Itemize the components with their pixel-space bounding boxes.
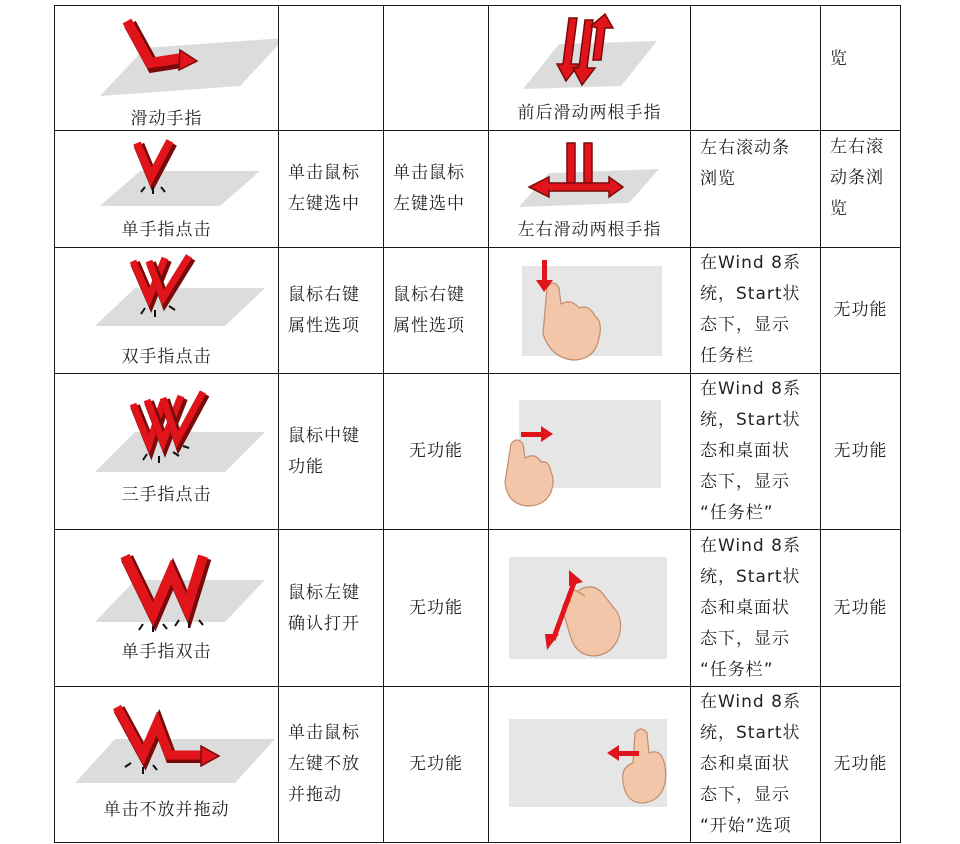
table-cell: 无功能 [384,374,489,530]
gesture-label: 三手指点击 [121,485,212,505]
table-cell: 无功能 [821,374,901,530]
gesture-cell [55,6,279,131]
table-cell: 在Wind 8系 统，Start状 态下，显示 任务栏 [691,248,821,374]
gesture-table [54,5,901,843]
swipe-in-from-right-icon [489,687,691,842]
table-row [55,248,901,374]
table-cell: 鼠标右键 属性选项 [384,248,489,374]
gesture-label: 前后滑动两根手指 [517,103,662,123]
table-row [55,6,901,131]
table-cell: 在Wind 8系 统，Start状 态和桌面状 态下，显示 “任务栏” [691,374,821,530]
single-finger-double-tap-icon [55,530,279,687]
table-row [55,131,901,248]
table-cell: 无功能 [821,248,901,374]
gesture-cell [55,687,279,843]
table-cell [691,6,821,131]
gesture-cell [55,530,279,687]
table-cell: 在Wind 8系 统，Start状 态和桌面状 态下，显示 “开始”选项 [691,687,821,843]
table-cell: 在Wind 8系 统，Start状 态和桌面状 态下，显示 “任务栏” [691,530,821,687]
table-cell: 单击鼠标 左键不放 并拖动 [279,687,384,843]
gesture-cell [55,248,279,374]
pinch-zoom-icon [489,530,691,687]
table-cell [279,6,384,131]
gesture-label: 左右滑动两根手指 [517,220,662,240]
table-row [55,374,901,530]
table-cell: 单击鼠标 左键选中 [384,131,489,248]
gesture-cell [55,374,279,530]
gesture-label: 滑动手指 [130,109,203,129]
gesture-cell [489,131,691,248]
gesture-cell [489,687,691,843]
table-cell: 览 [821,6,901,131]
three-finger-tap-icon [55,374,279,530]
table-cell: 单击鼠标 左键选中 [279,131,384,248]
gesture-cell [489,530,691,687]
table-cell: 无功能 [384,687,489,843]
gesture-cell [55,131,279,248]
swipe-down-finger-icon [489,248,691,374]
gesture-cell [489,248,691,374]
gesture-cell [489,6,691,131]
table-cell: 无功能 [384,530,489,687]
table-row [55,687,901,843]
table-cell: 左右滚动条 浏览 [691,131,821,248]
gesture-label: 双手指点击 [121,347,212,367]
table-cell: 无功能 [821,530,901,687]
table-cell: 鼠标左键 确认打开 [279,530,384,687]
table-cell: 左右滚 动条浏 览 [821,131,901,248]
gesture-label: 单手指双击 [121,642,212,662]
gesture-label: 单击不放并拖动 [103,800,230,820]
table-cell [384,6,489,131]
swipe-in-from-left-icon [489,374,691,530]
gesture-label: 单手指点击 [121,220,212,240]
table-cell: 无功能 [821,687,901,843]
table-cell: 鼠标中键 功能 [279,374,384,530]
gesture-cell [489,374,691,530]
table-cell: 鼠标右键 属性选项 [279,248,384,374]
table-row [55,530,901,687]
